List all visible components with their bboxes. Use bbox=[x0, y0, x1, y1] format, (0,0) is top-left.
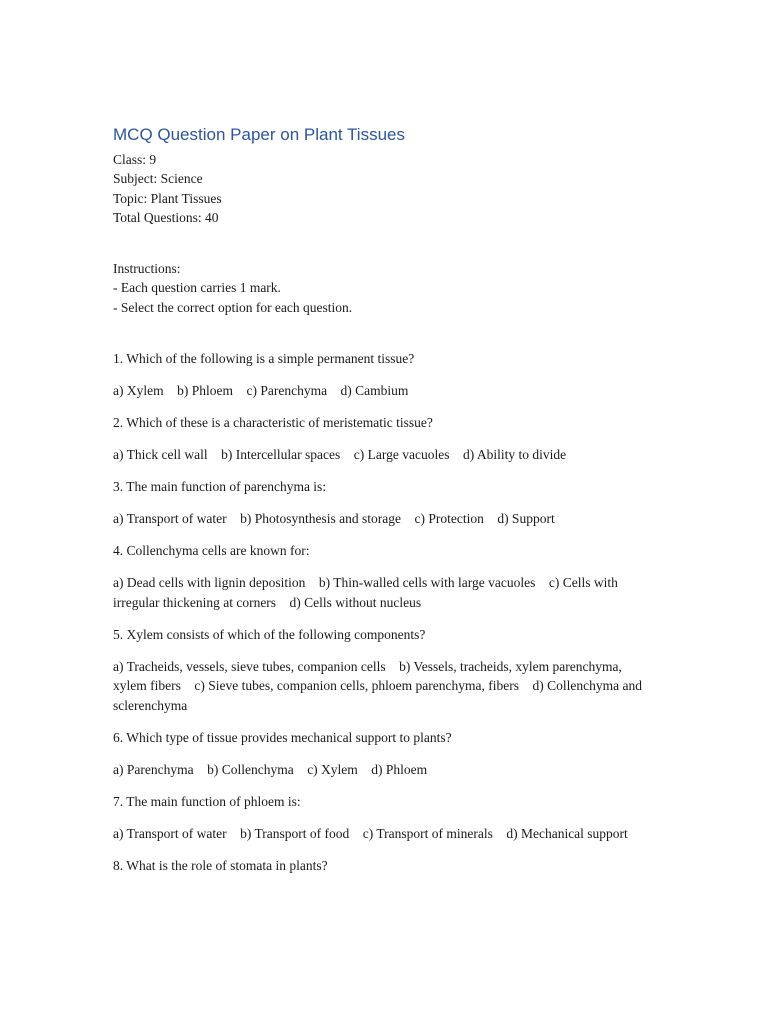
question-3-options: a) Transport of water b) Photosynthesis and storage c) Protection d) Support bbox=[113, 511, 555, 527]
question-2-options: a) Thick cell wall b) Intercellular spaces c) Large vacuoles d) Ability to divide bbox=[113, 447, 567, 463]
instructions-block bbox=[113, 259, 655, 317]
meta-total-questions: Total Questions: 40 bbox=[113, 209, 219, 225]
instruction-item: - Each question carries 1 mark. bbox=[113, 280, 281, 296]
question-4: 4. Collenchyma cells are known for: bbox=[113, 543, 310, 559]
question-7-options: a) Transport of water b) Transport of food c) Transport of minerals d) Mechanical support bbox=[113, 825, 628, 841]
question-6-options: a) Parenchyma b) Collenchyma c) Xylem d) Phloem bbox=[113, 761, 428, 777]
question-6: 6. Which type of tissue provides mechanical support to plants? bbox=[113, 729, 452, 745]
meta-topic: Topic: Plant Tissues bbox=[113, 190, 222, 206]
question-3: 3. The main function of parenchyma is: bbox=[113, 479, 327, 495]
questions-list bbox=[113, 349, 655, 875]
question-8: 8. What is the role of stomata in plants? bbox=[113, 857, 328, 873]
question-4-options: a) Dead cells with lignin deposition b) Thin-walled cells with large vacuoles c) Cells with irregular thickening at corners d) Cells without nucleus bbox=[113, 575, 622, 610]
meta-class: Class: 9 bbox=[113, 152, 157, 167]
document-title: MCQ Question Paper on Plant Tissues bbox=[113, 125, 405, 144]
meta-subject: Subject: Science bbox=[113, 171, 203, 187]
question-5: 5. Xylem consists of which of the following components? bbox=[113, 626, 426, 642]
question-7: 7. The main function of phloem is: bbox=[113, 793, 301, 809]
document-meta bbox=[113, 150, 655, 227]
instructions-heading: Instructions: bbox=[113, 261, 181, 277]
question-5-options: a) Tracheids, vessels, sieve tubes, companion cells b) Vessels, tracheids, xylem parenchyma, xylem fibers c) Sieve tubes, companion cells, phloem parenchyma, fibers d) Collenchyma and sclerenchyma bbox=[113, 658, 646, 713]
question-1-options: a) Xylem b) Phloem c) Parenchyma d) Cambium bbox=[113, 383, 409, 399]
question-2: 2. Which of these is a characteristic of meristematic tissue? bbox=[113, 415, 433, 431]
question-1: 1. Which of the following is a simple permanent tissue? bbox=[113, 351, 415, 367]
instruction-item: - Select the correct option for each question. bbox=[113, 299, 353, 315]
